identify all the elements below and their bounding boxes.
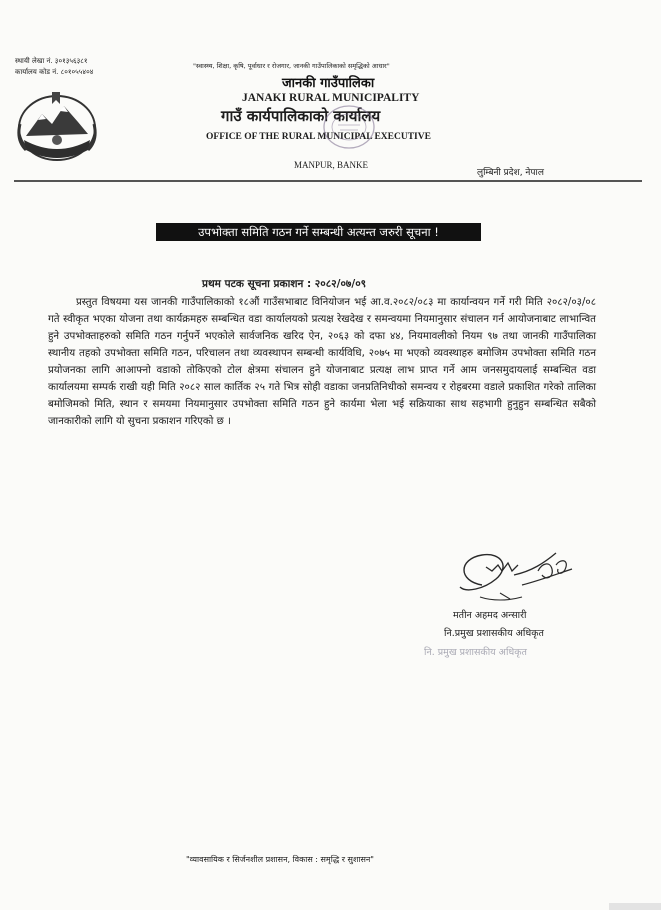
notice-body: प्रस्तुत विषयमा यस जानकी गाउँपालिकाको १८औं गाउँसभाबाट विनियोजन भई आ.व.२०८२/०८३ मा कार्यान्वयन गर्ने गरी मिति २०८२/०३/०८ गते स्वीकृत भएका योजना तथा कार्यक्रमहरु सम्बन्धित वडा कार्यालयको प्रत्यक्ष रेखदेख र समन्वयमा नियमानुसार संचालन गर्न आयोजनाबाट लाभान्वित हुने उपभोक्ताहरुको समिति गठन गर्नुपर्ने भएकोले सार्वजनिक खरिद ऐन, २०६३ को दफा ४४, नियमावलीको नियम ९७ तथा जानकी गाउँपालिका स्थानीय तहको उपभोक्ता समिति गठन, परिचालन तथा व्यवस्थापन सम्बन्धी कार्यविधि, २०७५ मा भएको व्यवस्थाहरु बमोजिम उपभोक्ता समिति गठन प्रयोजनका लागि आआफ्नो वडाको तोकिएको टोल क्षेत्रमा संचालन हुने योजनाबाट प्रत्यक्ष लाभ प्राप्त गर्ने आम जनसमुदायलाई सम्बन्धित वडा कार्यालयमा सम्पर्क राखी यही मिति २०८२ साल कार्तिक २५ गते भित्र सोही वडाका जनप्रतिनिधीको समन्वय र रोहबरमा वडाले प्रकाशित गरेको तालिका बमोजिमको मिति, स्थान र समयमा नियमानुसार उपभोक्ता समिति गठन हुने कार्यमा भेला भई सक्रियाका साथ सहभागी हुनुहुन सम्बन्धित सबैको जानकारीको लागि यो सुचना प्रकाशन गरिएको छ । (48, 297, 596, 427)
signatory-name: मतीन अहमद अन्सारी (453, 610, 527, 621)
publication-date: प्रथम पटक सूचना प्रकाशन : २०८२/०७/०९ (202, 278, 367, 290)
signatory-title: नि.प्रमुख प्रशासकीय अधिकृत (444, 628, 544, 639)
office-code: कार्यालय कोड नं. ८०१०५५४०४ (15, 68, 94, 76)
municipal-motto: "स्वास्थ्य, शिक्षा, कृषि, पूर्वाधार र रोजगार, जानकी गाउँपालिकाको समृद्धिको आधार" (193, 62, 390, 70)
handwritten-signature (452, 541, 582, 607)
notice-title: उपभोक्ता समिति गठन गर्ने सम्बन्धी अत्यन्त जरुरी सूचना ! (156, 223, 481, 241)
ledger-number: स्थायी लेखा नं. ३०१३५६३८१ (15, 57, 88, 65)
office-name-nepali: गाउँ कार्यपालिकाको कार्यालय (221, 107, 381, 125)
office-address: MANPUR, BANKE (294, 160, 369, 170)
municipality-name-english: JANAKI RURAL MUNICIPALITY (242, 92, 420, 104)
municipality-name-nepali: जानकी गाउँपालिका (282, 76, 375, 91)
office-seal-stamp (322, 103, 376, 151)
office-name-english: OFFICE OF THE RURAL MUNICIPAL EXECUTIVE (206, 132, 431, 142)
signatory-stamp: नि. प्रमुख प्रशासकीय अधिकृत (424, 647, 527, 658)
page-corner-shadow (609, 903, 661, 910)
header-divider (14, 180, 642, 182)
province-name: लुम्बिनी प्रदेश, नेपाल (477, 168, 544, 178)
nepal-emblem-icon (14, 84, 100, 168)
footer-slogan: "व्यावसायिक र सिर्जनशील प्रशासन, विकास : समृद्धि र सुशासन" (186, 855, 374, 864)
